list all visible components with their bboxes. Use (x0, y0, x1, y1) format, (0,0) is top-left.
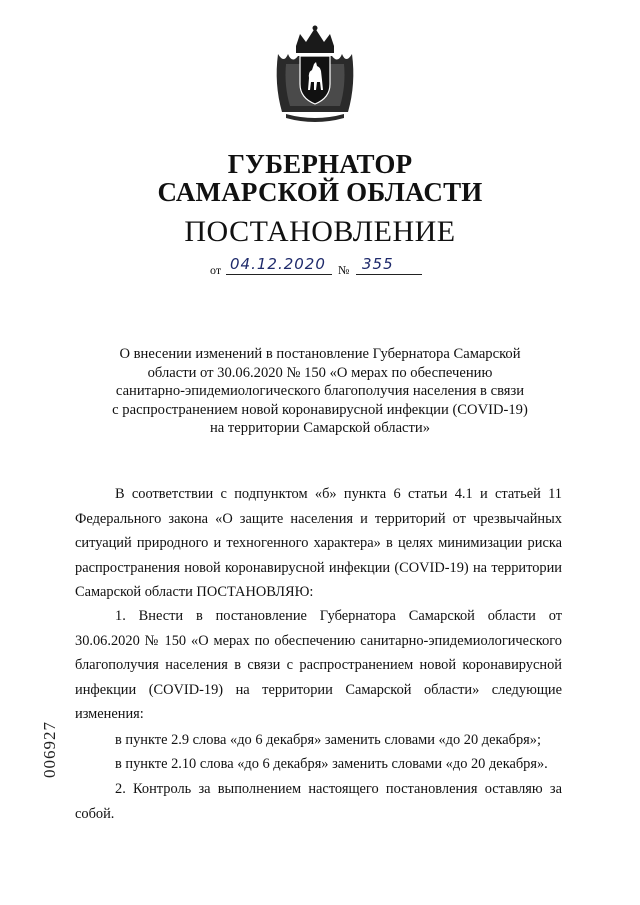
date-label: от (210, 263, 222, 277)
item-1-paragraph (75, 604, 562, 727)
document-subject (80, 345, 560, 438)
document-type: ПОСТАНОВЛЕНИЕ (184, 215, 456, 248)
item-1-sub-1 (75, 728, 562, 753)
item-1-text: 1. Внести в постановление Губернатора Самарской области от 30.06.2020 № 150 «О мерах по обеспечению санитарно-эпидемиологического благополучия населения в связи с распространением новой коронавирусной инфекции (COVID-19) на территории Самарской области» следующие изменения: (75, 608, 562, 723)
subject-line: на территории Самарской области» (209, 420, 431, 436)
handwritten-number: 355 (362, 255, 394, 273)
subject-line: О внесении изменений в постановление Губернатора Самарской (119, 346, 521, 362)
preamble-paragraph (75, 482, 562, 605)
number-underline (356, 274, 422, 275)
authority-title-line1: ГУБЕРНАТОР (227, 149, 413, 179)
subject-line: с распространением новой коронавирусной инфекции (COVID-19) (112, 401, 528, 418)
side-registration-number: 006927 (40, 721, 59, 778)
subject-line: области от 30.06.2020 № 150 «О мерах по обеспечению (147, 364, 493, 381)
handwritten-date: 04.12.2020 (230, 255, 326, 273)
number-label: № (338, 263, 350, 277)
subject-line: санитарно-эпидемиологического благополучия населения в связи (115, 383, 525, 399)
item-1-sub-2 (75, 752, 562, 777)
preamble-text: В соответствии с подпунктом «б» пункта 6 статьи 4.1 и статьей 11 Федерального закона «О защите населения и территорий от чрезвычайных ситуаций природного и техногенного характера» в целях минимизации риска распространения новой коронавирусной инфекции (COVID-19) на территории Самарской области ПОСТАНОВЛЯЮ: (75, 486, 562, 601)
date-underline (226, 274, 332, 275)
coat-of-arms-icon (272, 24, 358, 124)
item-2-paragraph (75, 777, 562, 826)
item-2-text: 2. Контроль за выполнением настоящего постановления оставляю за собой. (75, 781, 562, 822)
authority-title-line2: САМАРСКОЙ ОБЛАСТИ (157, 177, 483, 207)
item-1-sub-1-text: в пункте 2.9 слова «до 6 декабря» заменить словами «до 20 декабря»; (115, 732, 541, 748)
item-1-sub-2-text: в пункте 2.10 слова «до 6 декабря» заменить словами «до 20 декабря». (115, 756, 548, 772)
